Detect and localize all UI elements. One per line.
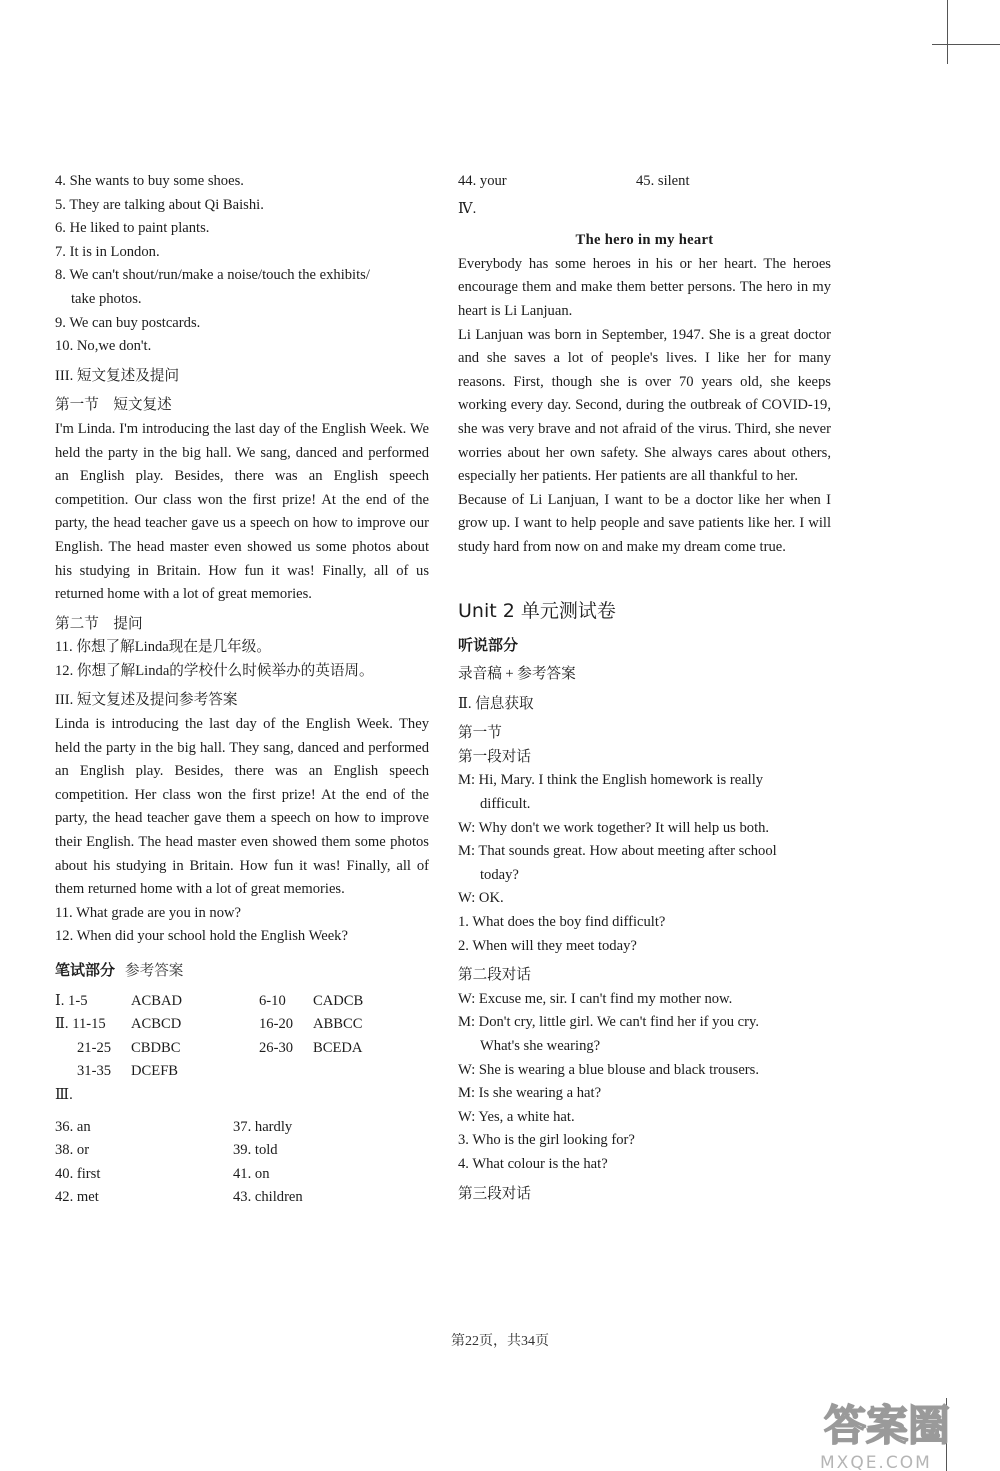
answer-row — [55, 990, 429, 1014]
dialog-line: M: Is she wearing a hat? — [458, 1085, 602, 1102]
dialog-line: W: Excuse me, sir. I can't find my mother now. — [458, 990, 733, 1007]
right-column — [458, 170, 831, 1206]
dialog-line: 1. What does the boy find difficult? — [458, 914, 666, 931]
dialog-line: difficult. — [480, 796, 531, 813]
fill-answer: 44. your — [458, 173, 507, 189]
answer-line: 6. He liked to paint plants. — [55, 220, 210, 237]
dialog-3-label: 第三段对话 — [458, 1185, 531, 1202]
essay-title: The hero in my heart — [575, 232, 714, 249]
answer-key: ABBCC — [313, 1016, 363, 1033]
dialog-line: W: Yes, a white hat. — [458, 1108, 575, 1125]
dialog-line: 4. What colour is the hat? — [458, 1155, 608, 1172]
left-column — [55, 170, 429, 1210]
section-3-label: Ⅲ. — [55, 1086, 73, 1103]
info-label: Ⅱ. 信息获取 — [458, 695, 534, 712]
essay-paragraph: Because of Li Lanjuan, I want to be a doctor like her when I grow up. I want to help people and save patients like her. I will study hard from now on and make my dream come true. — [458, 491, 831, 555]
unit-title: Unit 2 单元测试卷 — [458, 599, 616, 622]
answer-row — [55, 1037, 429, 1061]
page-number: 第22页，共34页 — [451, 1334, 549, 1349]
answer-line: 9. We can buy postcards. — [55, 314, 201, 331]
fill-answer: 40. first — [55, 1165, 101, 1182]
answer-grid — [55, 990, 429, 1084]
answer-key: CBDBC — [131, 1039, 181, 1056]
fill-answer: 38. or — [55, 1142, 90, 1159]
answer-range: 21-25 — [77, 1039, 112, 1056]
essay-paragraph: Li Lanjuan was born in September, 1947. She is a great doctor and she saves a lot of people's lives. I like her for many reasons. First, though she is over 70 years old, she keeps working every day. Second, during the outbreak of COVID-19, she was very brave and not afraid of the virus. Third, she never worries about her own safety. She always cares about others, especially her patients. Her patients are all thankful to her. — [458, 326, 831, 485]
answer-range: 16-20 — [259, 1016, 294, 1033]
part-1-heading: 第一节 短文复述 — [55, 397, 172, 414]
answer-range: 31-35 — [77, 1063, 112, 1080]
reference-heading: III. 短文复述及提问参考答案 — [55, 692, 238, 709]
dialog-1-label: 第一段对话 — [458, 748, 531, 765]
dialog-line: W: OK. — [458, 890, 504, 907]
dialog-line: 2. When will they meet today? — [458, 937, 637, 954]
dialog-line: M: That sounds great. How about meeting after school — [458, 843, 777, 860]
fill-answer-row — [55, 1186, 429, 1210]
reference-passage: Linda is introducing the last day of the English Week. They held the party in the big hall. They sang, danced and performed an English play. Besides, there was an English speech competition. Her class won the first prize! At the end of the party, the head teacher gave them a speech on how to improve their English. The head master even showed them some photos about his studying in Britain. How fun it was! Finally, all of them returned home with a lot of great memories. — [55, 716, 429, 898]
dialog-2-label: 第二段对话 — [458, 967, 531, 984]
dialog-2 — [458, 988, 831, 1177]
dialog-line: W: Why don't we work together? It will help us both. — [458, 819, 770, 836]
fill-answer: 45. silent — [636, 173, 690, 189]
section-3-heading: III. 短文复述及提问 — [55, 367, 180, 384]
answer-line: 5. They are talking about Qi Baishi. — [55, 196, 264, 213]
answer-line: 7. It is in London. — [55, 243, 160, 260]
answer-row — [55, 1060, 429, 1084]
answer-range: 26-30 — [259, 1039, 294, 1056]
fill-answer: 37. hardly — [233, 1118, 293, 1135]
fill-answer: 43. children — [233, 1189, 303, 1206]
written-title: 笔试部分 — [55, 961, 116, 979]
dialog-line: What's she wearing? — [480, 1038, 601, 1054]
question-line: 12. 你想了解Linda的学校什么时候举办的英语周。 — [55, 662, 374, 679]
dialog-line: today? — [480, 866, 519, 883]
dialog-line: 3. Who is the girl looking for? — [458, 1132, 635, 1149]
answer-row — [55, 1013, 429, 1037]
fill-answer: 42. met — [55, 1189, 99, 1206]
fill-answers — [55, 1116, 429, 1210]
retell-passage: I'm Linda. I'm introducing the last day of the English Week. We held the party in the big hall. We sang, danced and performed an English play. Besides, there was an English speech competition. Our class won the first prize! At the end of the party, the head teacher gave us a speech on how to improve our English. The head master even showed us some photos about his studying in Britain. How fun it was! Finally, all of us returned home with a lot of great memories. — [55, 420, 429, 603]
dialog-line: W: She is wearing a blue blouse and black trousers. — [458, 1061, 759, 1078]
watermark-logo — [806, 1392, 996, 1471]
answer-key: ACBAD — [131, 992, 183, 1009]
fill-answer-row — [55, 1139, 429, 1163]
written-section-heading — [55, 959, 429, 984]
listening-heading: 听说部分 — [458, 635, 519, 654]
answer-range: 6-10 — [259, 992, 286, 1009]
reference-question: 11. What grade are you in now? — [55, 904, 242, 921]
answer-key: BCEDA — [313, 1039, 363, 1056]
script-label: 录音稿 + 参考答案 — [458, 666, 576, 683]
answer-key: CADCB — [313, 992, 364, 1009]
dialog-line: M: Don't cry, little girl. We can't find her if you cry. — [458, 1014, 760, 1031]
answer-range: Ⅰ. 1-5 — [55, 992, 88, 1009]
reference-question: 12. When did your school hold the English Week? — [55, 928, 348, 945]
answer-key: ACBCD — [131, 1016, 182, 1033]
section-4-label: Ⅳ. — [458, 200, 477, 217]
dialog-1 — [458, 769, 831, 958]
answer-range: Ⅱ. 11-15 — [55, 1016, 106, 1033]
watermark-main: 答案圈 — [824, 1401, 951, 1450]
essay-paragraph: Everybody has some heroes in his or her heart. The heroes encourage them and make them better persons. The hero in my heart is Li Lanjuan. — [458, 255, 831, 319]
answer-key: DCEFB — [131, 1063, 179, 1080]
answers-top — [55, 170, 429, 359]
fill-answer-row — [55, 1163, 429, 1187]
crop-mark-vertical — [947, 0, 948, 64]
question-line: 11. 你想了解Linda现在是几年级。 — [55, 639, 271, 656]
fill-answer: 41. on — [233, 1165, 270, 1182]
answer-line: 8. We can't shout/run/make a noise/touch the exhibits/ — [55, 267, 370, 284]
dialog-line: M: Hi, Mary. I think the English homework is really — [458, 772, 764, 789]
part-1-label: 第一节 — [458, 725, 502, 742]
part-2-heading: 第二节 提问 — [55, 615, 143, 632]
watermark-url: MXQE.COM — [820, 1453, 932, 1471]
answer-line: take photos. — [71, 290, 142, 307]
fill-answer: 39. told — [233, 1142, 278, 1159]
fill-answer-row — [458, 170, 831, 194]
written-ref-label: 参考答案 — [125, 963, 184, 979]
fill-answer: 36. an — [55, 1118, 91, 1135]
crop-mark-horizontal — [932, 44, 1000, 45]
answer-line: 4. She wants to buy some shoes. — [55, 173, 244, 189]
fill-answer-row — [55, 1116, 429, 1140]
answer-line: 10. No,we don't. — [55, 338, 152, 355]
